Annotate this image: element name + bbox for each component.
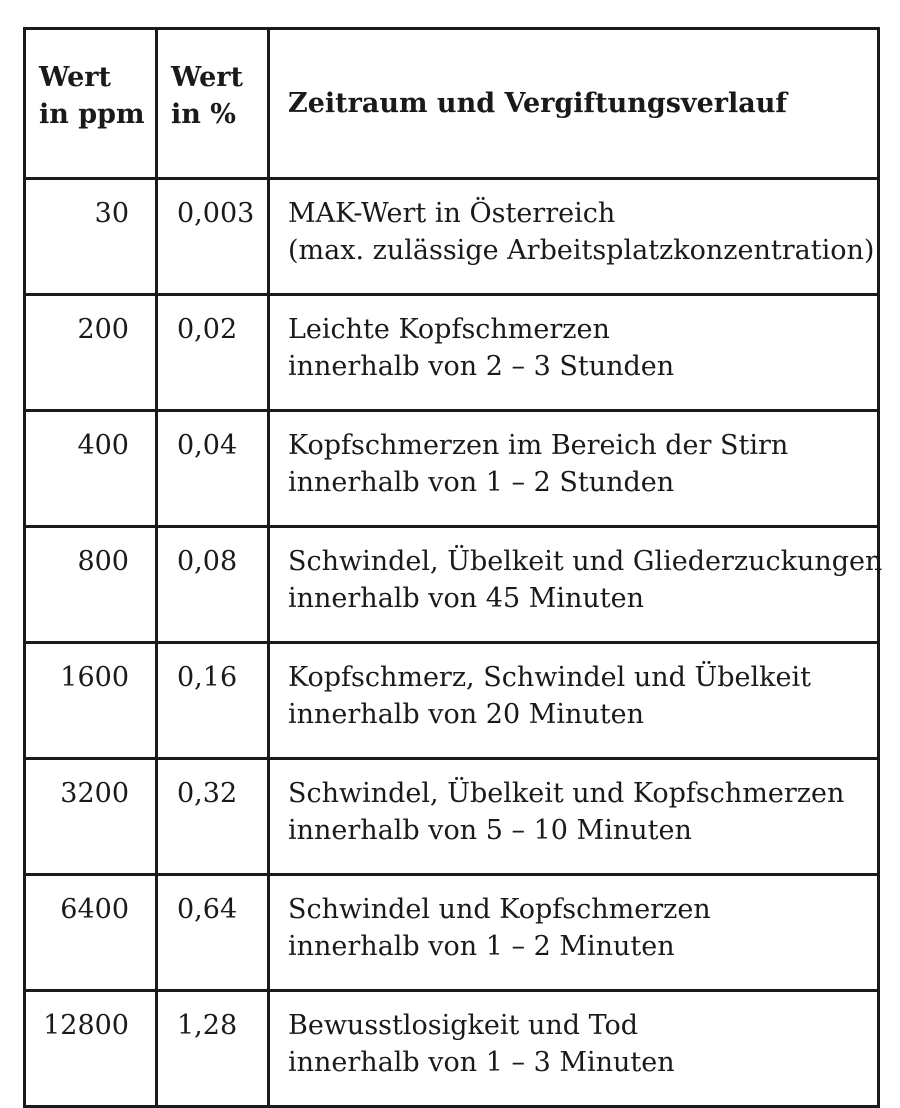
cell-percent: 0,08 [157, 527, 269, 643]
description-line2: innerhalb von 2 – 3 Stunden [288, 351, 675, 382]
cell-description [269, 179, 879, 295]
cell-ppm: 6400 [25, 875, 157, 991]
cell-description [269, 991, 879, 1107]
description-line2: (max. zulässige Arbeitsplatzkonzentration) [288, 235, 875, 266]
header-ppm-line1: Wert [39, 62, 111, 93]
description-line2: innerhalb von 1 – 2 Stunden [288, 467, 675, 498]
cell-description [269, 295, 879, 411]
header-percent-line2: in % [171, 99, 236, 130]
cell-ppm: 12800 [25, 991, 157, 1107]
description-line1: Schwindel und Kopfschmerzen [288, 894, 711, 925]
table-row [25, 759, 879, 875]
table-row [25, 875, 879, 991]
cell-percent: 0,16 [157, 643, 269, 759]
cell-ppm: 3200 [25, 759, 157, 875]
description-line2: innerhalb von 45 Minuten [288, 583, 644, 614]
table-row [25, 179, 879, 295]
table-row [25, 643, 879, 759]
table-row [25, 527, 879, 643]
cell-ppm: 400 [25, 411, 157, 527]
table-row [25, 991, 879, 1107]
header-description: Zeitraum und Vergiftungsverlauf [269, 29, 879, 179]
table-row [25, 295, 879, 411]
header-percent [157, 29, 269, 179]
description-line1: Kopfschmerz, Schwindel und Übelkeit [288, 662, 811, 693]
cell-percent: 0,04 [157, 411, 269, 527]
description-line2: innerhalb von 5 – 10 Minuten [288, 815, 692, 846]
table-header-row [25, 29, 879, 179]
cell-ppm: 1600 [25, 643, 157, 759]
description-line1: Leichte Kopfschmerzen [288, 314, 610, 345]
description-line2: innerhalb von 1 – 3 Minuten [288, 1047, 675, 1078]
description-line1: Schwindel, Übelkeit und Kopfschmerzen [288, 778, 845, 809]
cell-percent: 0,003 [157, 179, 269, 295]
description-line1: Bewusstlosigkeit und Tod [288, 1010, 639, 1041]
table-row [25, 411, 879, 527]
cell-ppm: 200 [25, 295, 157, 411]
description-line1: Schwindel, Übelkeit und Gliederzuckungen [288, 546, 883, 577]
description-line1: MAK-Wert in Österreich [288, 198, 616, 229]
header-ppm-line2: in ppm [39, 99, 145, 130]
cell-ppm: 800 [25, 527, 157, 643]
cell-percent: 0,64 [157, 875, 269, 991]
cell-percent: 0,02 [157, 295, 269, 411]
cell-description [269, 759, 879, 875]
toxicity-table [23, 27, 883, 1108]
cell-percent: 0,32 [157, 759, 269, 875]
header-ppm [25, 29, 157, 179]
cell-ppm: 30 [25, 179, 157, 295]
cell-percent: 1,28 [157, 991, 269, 1107]
description-line1: Kopfschmerzen im Bereich der Stirn [288, 430, 789, 461]
cell-description [269, 643, 879, 759]
cell-description [269, 411, 879, 527]
cell-description [269, 527, 883, 643]
cell-description [269, 875, 879, 991]
header-percent-line1: Wert [171, 62, 243, 93]
description-line2: innerhalb von 1 – 2 Minuten [288, 931, 675, 962]
description-line2: innerhalb von 20 Minuten [288, 699, 644, 730]
